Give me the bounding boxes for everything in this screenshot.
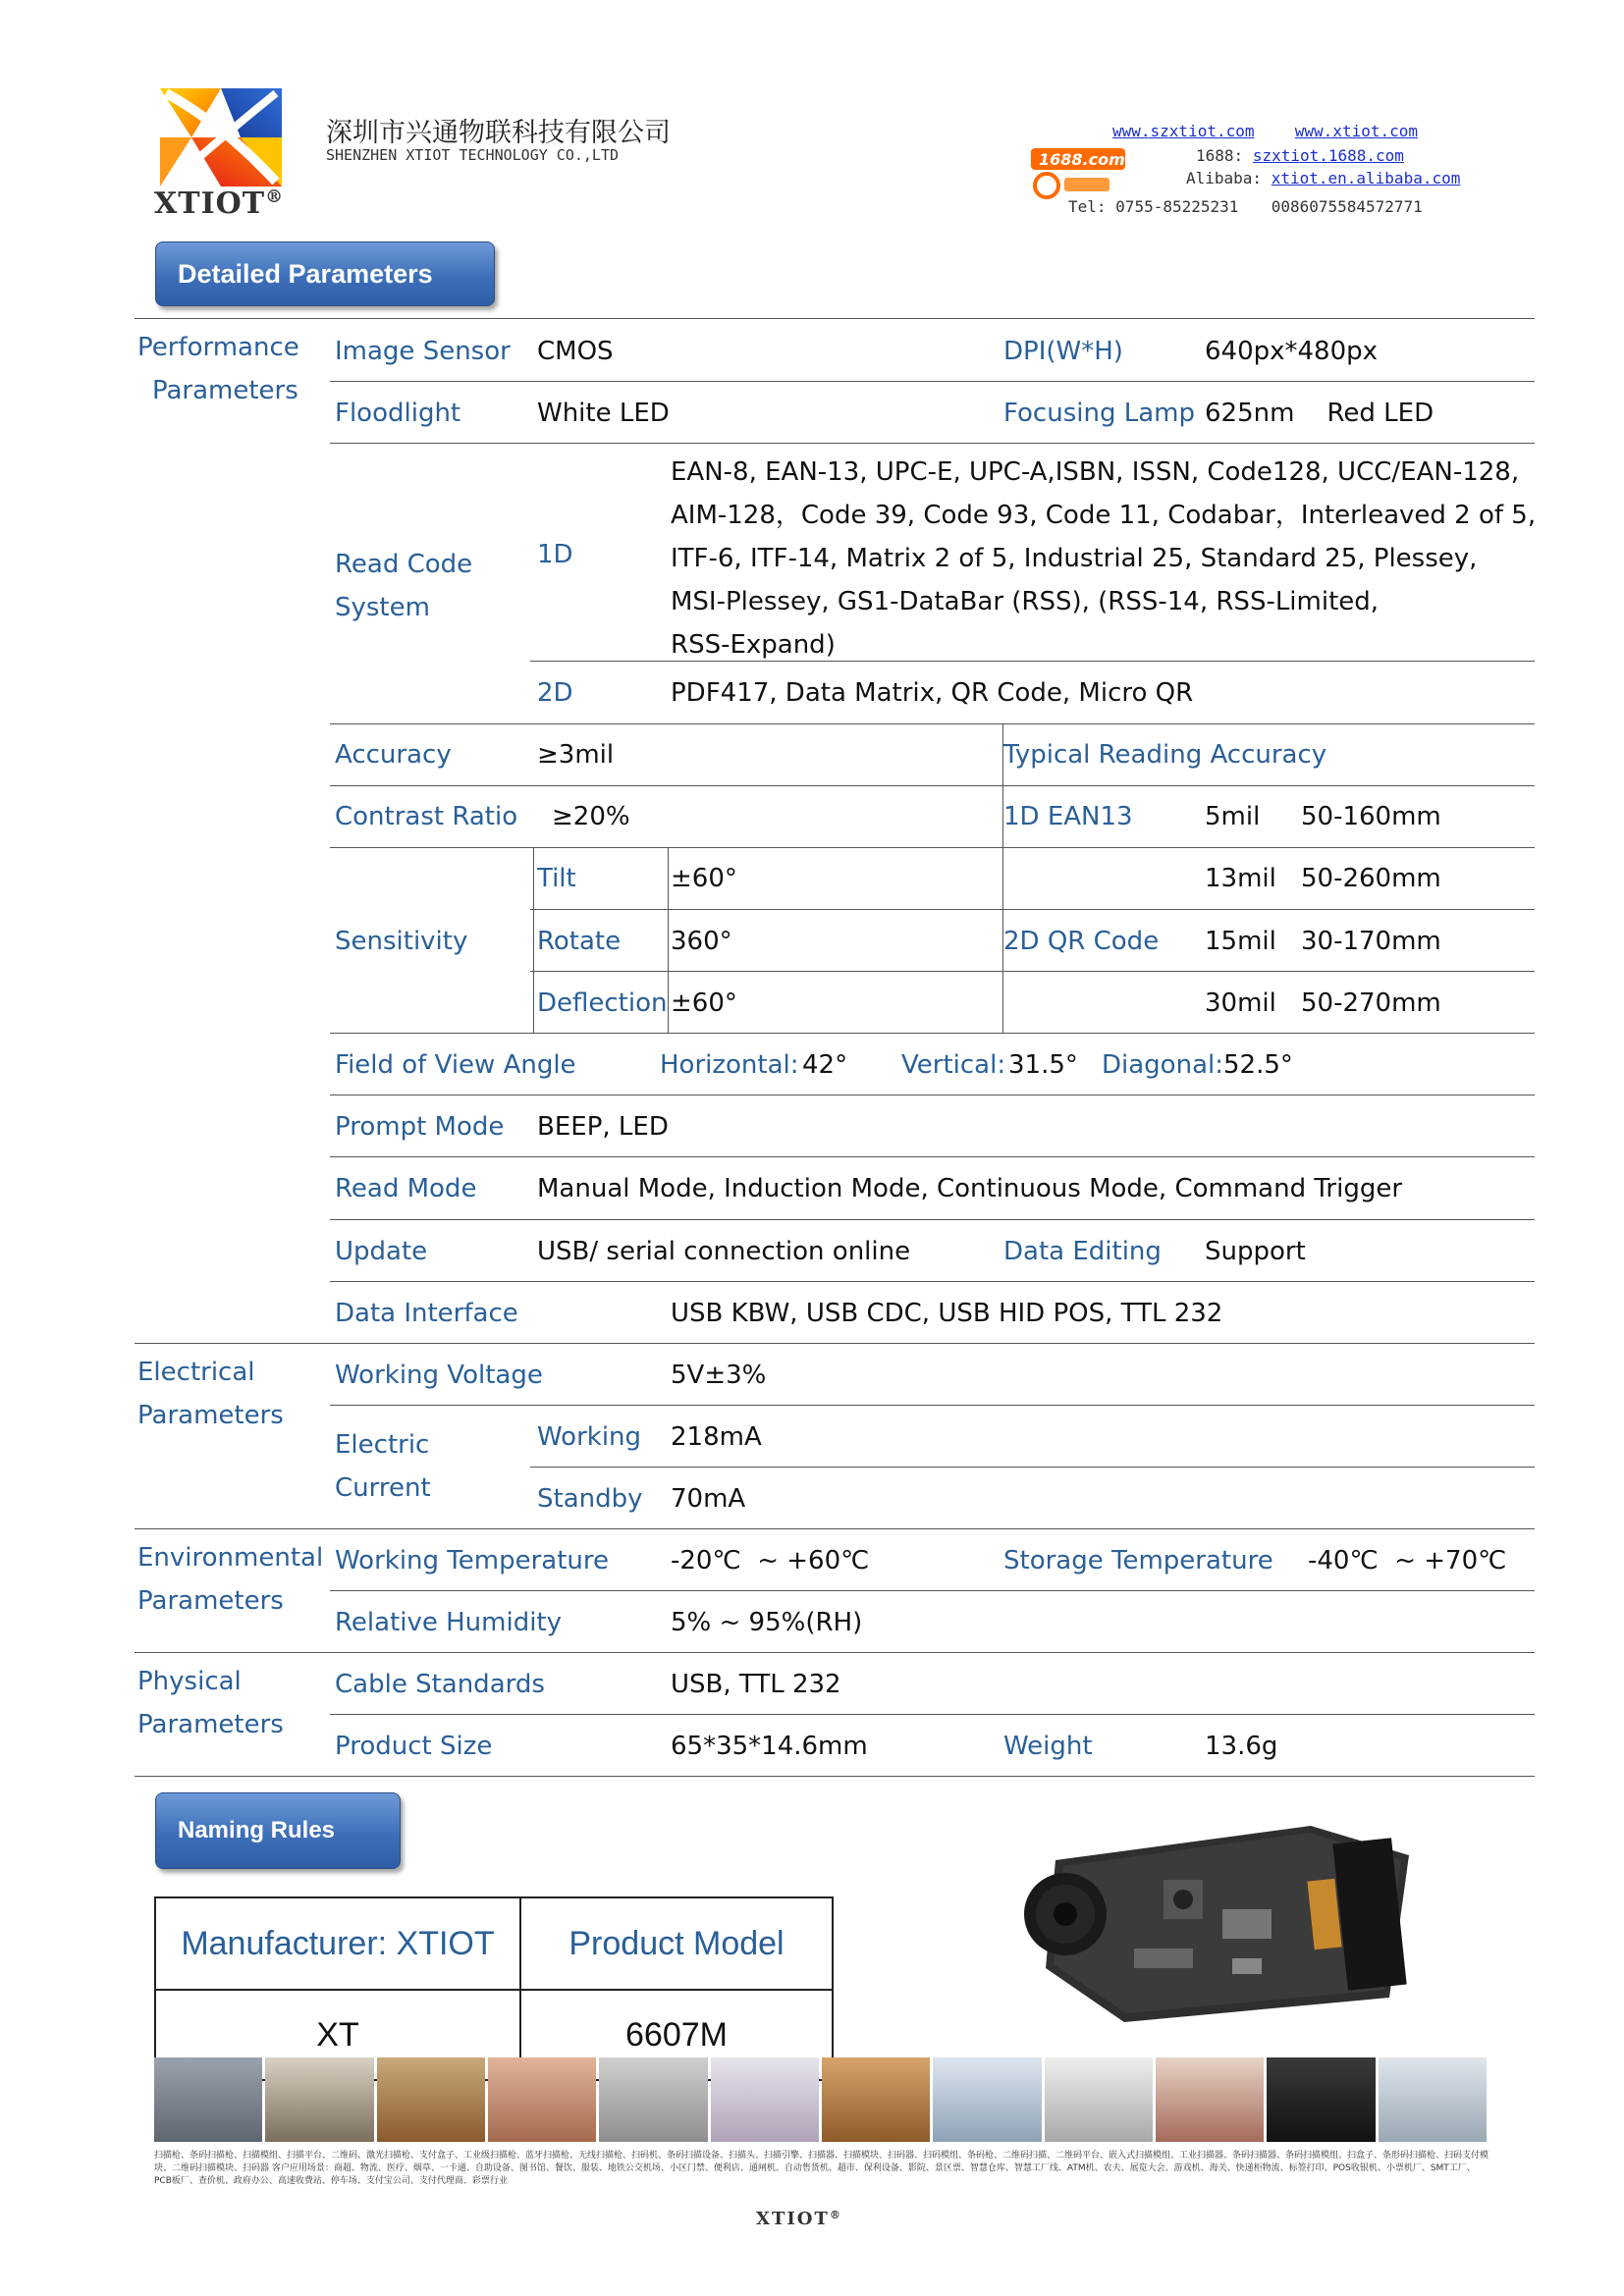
qr-30mil-range: 50-270mm [1301, 988, 1441, 1018]
relative-humidity-value: 5% ~ 95%(RH) [671, 1608, 863, 1637]
prompt-mode-value: BEEP, LED [537, 1112, 669, 1142]
table-bottom-rule [135, 1776, 1535, 1777]
rotate-label: Rotate [537, 927, 622, 956]
fov-label: Field of View Angle [335, 1050, 576, 1080]
logo-text: XTIOT [154, 187, 266, 221]
working-current-label: Working [537, 1422, 642, 1452]
ean13-range: 50-160mm [1301, 802, 1441, 831]
typical-reading-accuracy-label: Typical Reading Accuracy [1003, 740, 1327, 770]
rule [330, 1219, 1535, 1220]
photo-office [599, 2057, 707, 2142]
rule [530, 909, 1535, 910]
data-interface-value: USB KBW, USB CDC, USB HID POS, TTL 232 [671, 1299, 1223, 1328]
badge-text: 1688.com [1039, 150, 1125, 169]
standby-current-value: 70mA [671, 1484, 746, 1514]
rule [330, 847, 1535, 848]
photo-station [933, 2057, 1041, 2142]
section-rule [135, 1652, 1535, 1653]
website-link-2[interactable]: www.xtiot.com [1294, 122, 1419, 140]
contact-alibaba [1186, 169, 1460, 187]
application-photo-strip [154, 2057, 1489, 2142]
working-temperature-label: Working Temperature [335, 1546, 610, 1575]
read-mode-label: Read Mode [335, 1174, 477, 1203]
rule [330, 785, 1535, 786]
photo-cinema [822, 2057, 930, 2142]
read-mode-value: Manual Mode, Induction Mode, Continuous Mode, Command Trigger [537, 1174, 1403, 1203]
section-rule [135, 1343, 1535, 1344]
rule [330, 1281, 1535, 1282]
group-environmental: Environmental Parameters [137, 1543, 324, 1616]
rule [330, 1033, 1535, 1034]
photo-retail [265, 2057, 373, 2142]
tel-number-1: 0755-85225231 [1115, 197, 1239, 216]
dpi-value: 640px*480px [1205, 337, 1379, 366]
deflection-value: ±60° [671, 988, 737, 1018]
company-name-cn: 深圳市兴通物联科技有限公司 [326, 118, 671, 148]
accuracy-value: ≥3mil [537, 740, 615, 770]
section-rule [135, 1528, 1535, 1529]
relative-humidity-label: Relative Humidity [335, 1608, 563, 1637]
naming-rules-banner: Naming Rules [155, 1792, 401, 1869]
photo-workplace [1379, 2057, 1487, 2142]
photo-supermarket [711, 2057, 819, 2142]
horizontal-value: 42° [802, 1050, 848, 1080]
storage-temperature-value: -40℃ ~ +70℃ [1308, 1546, 1507, 1575]
code-1d-list: EAN-8, EAN-13, UPC-E, UPC-A,ISBN, ISSN, Code128, UCC/EAN-128, AIM-128，Code 39, Code 93, Code 11, Codabar，Interleaved 2 of 5, ITF-6, ITF-14, Matrix 2 of 5, Industrial 25, Standard 25, Plessey, MSI-Plessey, GS1-DataBar (RSS), (RSS-14, RSS-Limited, RSS-Expand) [671, 457, 1537, 660]
scanner-module-image [1016, 1821, 1429, 2027]
electric-current-label: Electric Current [335, 1430, 431, 1503]
contrast-ratio-label: Contrast Ratio [335, 802, 518, 831]
website-link-1[interactable]: www.szxtiot.com [1112, 122, 1255, 140]
deflection-label: Deflection [537, 988, 668, 1018]
weight-value: 13.6g [1205, 1732, 1278, 1761]
diagonal-value: 52.5° [1223, 1050, 1293, 1080]
qr-code-label: 2D QR Code [1003, 927, 1160, 956]
qr-13mil-range: 50-260mm [1301, 864, 1441, 893]
alibaba-1688-badge-icon [1029, 142, 1147, 201]
rule [530, 1467, 1535, 1468]
website-links [1112, 122, 1418, 140]
qr-15mil: 15mil [1205, 927, 1276, 956]
cable-standards-label: Cable Standards [335, 1670, 545, 1699]
weight-label: Weight [1003, 1732, 1093, 1761]
image-sensor-label: Image Sensor [335, 337, 511, 366]
contrast-ratio-value: ≥20% [552, 802, 630, 831]
cable-standards-value: USB, TTL 232 [671, 1670, 841, 1699]
vertical-label: Vertical: [901, 1050, 1006, 1080]
storage-temperature-label: Storage Temperature [1003, 1546, 1273, 1575]
dpi-label: DPI(W*H) [1003, 337, 1123, 366]
photo-warehouse [154, 2057, 262, 2142]
qr-30mil: 30mil [1205, 988, 1276, 1018]
ean13-mil: 5mil [1205, 802, 1261, 831]
vertical-value: 31.5° [1008, 1050, 1078, 1080]
floodlight-value: White LED [537, 399, 670, 428]
logo-wordmark [154, 187, 284, 221]
rule [530, 971, 1535, 972]
product-model-value: 6607M [625, 2015, 728, 2054]
detailed-parameters-banner: Detailed Parameters [155, 241, 495, 306]
floodlight-label: Floodlight [335, 399, 461, 428]
update-value: USB/ serial connection online [537, 1237, 911, 1266]
column-divider [668, 847, 669, 1033]
photo-shop [1156, 2057, 1264, 2142]
footer-logo [756, 2209, 842, 2229]
standby-current-label: Standby [537, 1484, 643, 1514]
naming-table [154, 1896, 834, 2081]
photo-vending [1267, 2057, 1375, 2142]
footer-logo-text: XTIOT [756, 2209, 830, 2229]
sensitivity-label: Sensitivity [335, 927, 468, 956]
data-editing-value: Support [1205, 1237, 1306, 1266]
product-size-value: 65*35*14.6mm [671, 1732, 868, 1761]
code-2d-label: 2D [537, 678, 573, 708]
footer-registered-mark: ® [829, 2209, 842, 2221]
tilt-value: ±60° [671, 864, 737, 893]
table-top-rule [135, 318, 1535, 319]
manufacturer-value: XT [316, 2015, 359, 2054]
group-performance: Performance Parameters [137, 333, 299, 405]
code-1d-label: 1D [537, 540, 573, 569]
photo-restaurant [488, 2057, 596, 2142]
qr-13mil: 13mil [1205, 864, 1276, 893]
code-2d-list: PDF417, Data Matrix, QR Code, Micro QR [671, 678, 1194, 708]
label-1688: 1688: [1196, 146, 1244, 165]
label-alibaba: Alibaba: [1186, 169, 1263, 187]
photo-payment [1045, 2057, 1153, 2142]
group-electrical: Electrical Parameters [137, 1358, 284, 1430]
group-physical: Physical Parameters [137, 1667, 284, 1739]
company-name-en: SHENZHEN XTIOT TECHNOLOGY CO.,LTD [326, 146, 620, 164]
diagonal-label: Diagonal: [1102, 1050, 1223, 1080]
application-scenarios-text: 扫描枪、条码扫描枪、扫描模组、扫描平台、二维码、激光扫描枪、支付盒子、工业级扫描枪、蓝牙扫描枪、无线扫描枪、扫码机、条码扫描设备、扫描头、扫描引擎、扫描器、扫描模块、扫码器、扫码模组、条码枪、二维码扫描、二维码平台、嵌入式扫描模组、工业扫描器、条码扫描器、条码扫描模组、扫盒子、条形码扫描枪、扫码支付模块、二维码扫描模块、扫码器 客户应用场景：商超、物流、医疗、烟草、一卡通、自助设备、图书馆、餐饮、服装、地铁公交机场、小区门禁、便利店、通闸机、自动售货机、超市、保利设备、影院、景区票、智慧仓库、智慧工厂线、ATM机、农夫、展览大会、游戏机、海关、快递柜物流、标签打印、POS收银机、小票机厂、SMT工厂、PCB板厂、查价机、政府办公、高速收费站、停车场、支付宝公司、支付代理商、彩票行业 [154, 2151, 1489, 2186]
update-label: Update [335, 1237, 428, 1266]
photo-library [377, 2057, 485, 2142]
rule [330, 1714, 1535, 1715]
data-interface-label: Data Interface [335, 1299, 518, 1328]
prompt-mode-label: Prompt Mode [335, 1112, 505, 1142]
focusing-lamp-value: 625nm Red LED [1205, 399, 1435, 428]
rule [330, 1156, 1535, 1157]
read-code-system-label: Read Code System [335, 550, 473, 622]
working-voltage-label: Working Voltage [335, 1361, 543, 1390]
rule [330, 1590, 1535, 1591]
focusing-lamp-label: Focusing Lamp [1003, 399, 1195, 428]
link-alibaba[interactable]: xtiot.en.alibaba.com [1271, 169, 1461, 187]
data-editing-label: Data Editing [1003, 1237, 1162, 1266]
registered-mark: ® [265, 187, 285, 207]
product-model-header: Product Model [568, 1924, 785, 1962]
tel-number-2: 0086075584572771 [1271, 197, 1423, 216]
rule [330, 381, 1535, 382]
working-current-value: 218mA [671, 1422, 762, 1452]
rule [330, 443, 1535, 444]
tel-label: Tel: [1068, 197, 1107, 216]
ean13-label: 1D EAN13 [1003, 802, 1133, 831]
product-size-label: Product Size [335, 1732, 493, 1761]
manufacturer-header: Manufacturer: XTIOT [181, 1924, 495, 1962]
xtiot-logo-icon [152, 83, 290, 191]
link-1688[interactable]: szxtiot.1688.com [1252, 146, 1404, 165]
accuracy-label: Accuracy [335, 740, 452, 770]
rule [330, 723, 1535, 724]
rule [330, 1405, 1535, 1406]
rotate-value: 360° [671, 927, 732, 956]
working-voltage-value: 5V±3% [671, 1361, 767, 1390]
tilt-label: Tilt [537, 864, 576, 893]
image-sensor-value: CMOS [537, 337, 614, 366]
column-divider [533, 847, 534, 1033]
qr-15mil-range: 30-170mm [1301, 927, 1441, 956]
contact-1688 [1196, 146, 1404, 165]
horizontal-label: Horizontal: [660, 1050, 799, 1080]
working-temperature-value: -20℃ ~ +60℃ [671, 1546, 870, 1575]
